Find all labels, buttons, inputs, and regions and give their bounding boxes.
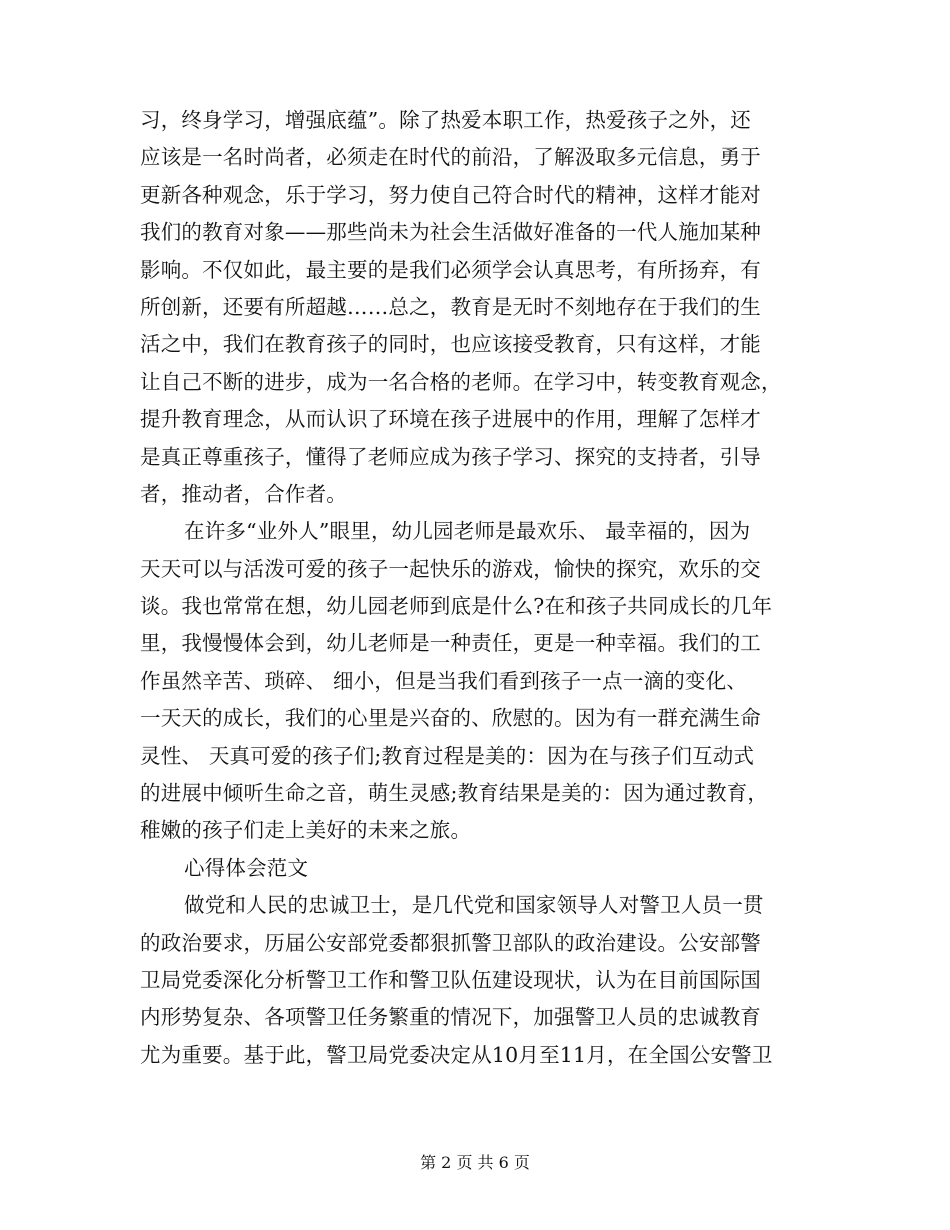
text-line: 所创新，还要有所超越……总之，教育是无时不刻地存在于我们的生 bbox=[140, 294, 761, 319]
page-footer: 第 2 页 共 6 页 bbox=[420, 1153, 530, 1172]
body-text bbox=[140, 102, 812, 1074]
text-line: 谈。我也常常在想，幼儿园老师到底是什么?在和孩子共同成长的几年 bbox=[140, 594, 773, 619]
text-line: 活之中，我们在教育孩子的同时，也应该接受教育，只有这样，才能 bbox=[140, 332, 761, 357]
text-line: 尤为重要。基于此，警卫局党委决定从10月至11月，在全国公安警卫 bbox=[140, 1042, 773, 1067]
text-line: 做党和人民的忠诚卫士，是几代党和国家领导人对警卫人员一贯 bbox=[184, 893, 764, 918]
text-line: 心得体会范文 bbox=[184, 855, 309, 880]
text-line: 稚嫩的孩子们走上美好的未来之旅。 bbox=[140, 818, 472, 843]
text-line: 影响。不仅如此，最主要的是我们必须学会认真思考，有所扬弃，有 bbox=[140, 257, 761, 282]
text-line: 的进展中倾听生命之音，萌生灵感;教育结果是美的：因为通过教育， bbox=[140, 781, 769, 806]
text-line: 习，终身学习，增强底蕴”。除了热爱本职工作，热爱孩子之外，还 bbox=[140, 108, 751, 132]
text-line: 的政治要求，历届公安部党委都狠抓警卫部队的政治建设。公安部警 bbox=[140, 930, 761, 955]
text-line: 里，我慢慢体会到，幼儿老师是一种责任，更是一种幸福。我们的工 bbox=[140, 631, 761, 656]
text-line: 让自己不断的进步，成为一名合格的老师。在学习中，转变教育观念， bbox=[140, 369, 782, 394]
text-line: 作虽然辛苦、琐碎、 细小，但是当我们看到孩子一点一滴的变化、 bbox=[140, 668, 748, 693]
text-line: 应该是一名时尚者，必须走在时代的前沿，了解汲取多元信息，勇于 bbox=[140, 145, 761, 170]
text-line: 提升教育理念，从而认识了环境在孩子进展中的作用，理解了怎样才 bbox=[140, 407, 761, 432]
text-line: 一天天的成长，我们的心里是兴奋的、欣慰的。因为有一群充满生命 bbox=[140, 706, 761, 731]
text-line: 在许多“业外人”眼里，幼儿园老师是最欢乐、 最幸福的，因为 bbox=[184, 519, 751, 544]
text-line: 更新各种观念，乐于学习，努力使自己符合时代的精神，这样才能对 bbox=[140, 182, 761, 207]
text-line: 卫局党委深化分析警卫工作和警卫队伍建设现状，认为在目前国际国 bbox=[140, 967, 761, 992]
text-line: 是真正尊重孩子，懂得了老师应成为孩子学习、探究的支持者，引导 bbox=[140, 444, 761, 469]
text-line: 我们的教育对象——那些尚未为社会生活做好准备的一代人施加某种 bbox=[140, 220, 761, 245]
text-line: 灵性、 天真可爱的孩子们;教育过程是美的：因为在与孩子们互动式 bbox=[140, 743, 755, 768]
text-line: 内形势复杂、各项警卫任务繁重的情况下，加强警卫人员的忠诚教育 bbox=[140, 1005, 761, 1030]
text-line: 者，推动者，合作者。 bbox=[140, 481, 347, 506]
text-line: 天天可以与活泼可爱的孩子一起快乐的游戏，愉快的探究，欢乐的交 bbox=[140, 556, 761, 581]
